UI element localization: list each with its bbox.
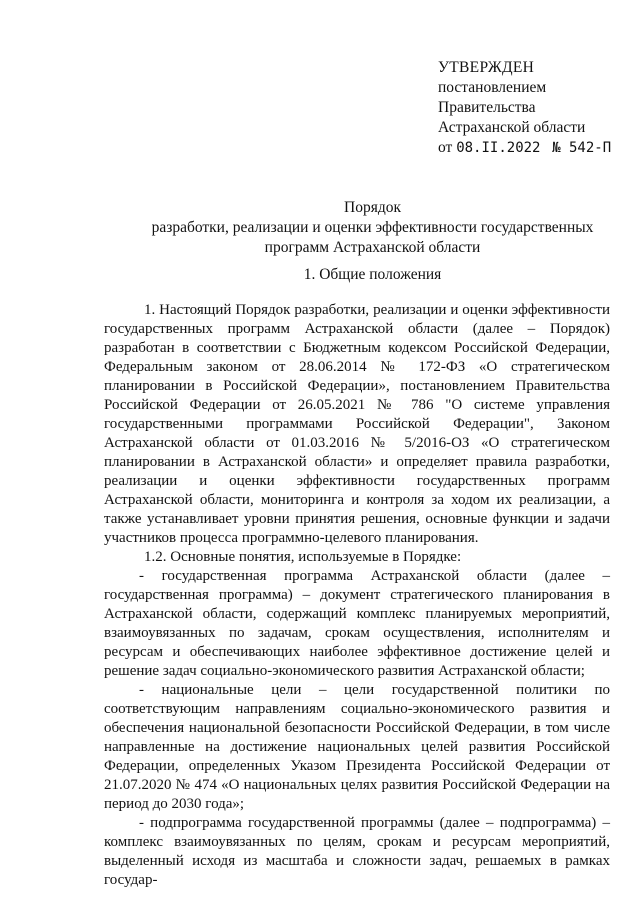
approval-line-1: постановлением (438, 79, 547, 96)
approval-date-line (438, 138, 633, 158)
approval-stamp: УТВЕРЖДЕН (438, 59, 535, 76)
approval-from-label: от (438, 139, 453, 156)
approval-number: № 542-П (552, 140, 612, 156)
approval-line-3: Астраханской области (438, 119, 586, 136)
document-heading: Порядок (344, 199, 401, 216)
approval-block (438, 58, 633, 158)
approval-date: 08.II.2022 (456, 140, 541, 156)
definition-item: - государственная программа Астраханской области (далее – государственная программа) – документ стратегического планирования в Астраханской области, содержащий комплекс планируемых мероприятий, взаимоувязанных по задачам, срокам осуществления, исполнителям и ресурсам и обеспечивающих наиболее эффективное достижение целей и решение задач социально-экономического развития Астраханской области; (104, 568, 610, 679)
approval-line-2: Правительства (438, 99, 536, 116)
document-subtitle: разработки, реализации и оценки эффективности государственных программ Астраханской области (151, 219, 594, 256)
paragraph-1: 1. Настоящий Порядок разработки, реализации и оценки эффективности государственных программ Астраханской области (далее – Порядок) разработан в соответствии с Бюджетным кодексом Российской Федерации, Федеральным законом от 28.06.2014 № 172-ФЗ «О стратегическом планировании в Российской Федерации», постановлением Правительства Российской Федерации от 26.05.2021 № 786 "О системе управления государственными программами Российской Федерации", Законом Астраханской области от 01.03.2016 № 5/2016-ОЗ «О стратегическом планировании в Астраханской области» и определяет правила разработки, реализации и оценки эффективности государственных программ Астраханской области, мониторинга и контроля за ходом их реализации, а также устанавливает уровни принятия решения, основные функции и задачи участников процесса программно-целевого планирования. (104, 302, 610, 546)
paragraph-1-2: 1.2. Основные понятия, используемые в Порядке: (144, 549, 462, 565)
document-title (120, 198, 625, 258)
document-body (104, 301, 610, 890)
definition-item: - национальные цели – цели государственной политики по соответствующим направлениям социально-экономического развития и обеспечения национальной безопасности Российской Федерации, в том числе направленные на достижение национальных целей развития Российской Федерации, определенных Указом Президента Российской Федерации от 21.07.2020 № 474 «О национальных целях развития Российской Федерации на период до 2030 года»; (104, 682, 610, 812)
section-title: 1. Общие положения (303, 266, 442, 283)
definition-item: - подпрограмма государственной программы (далее – подпрограмма) – комплекс взаимоувязанных по целям, срокам и ресурсам мероприятий, выделенный исходя из масштаба и сложности задач, решаемых в рамках государ- (104, 815, 610, 888)
